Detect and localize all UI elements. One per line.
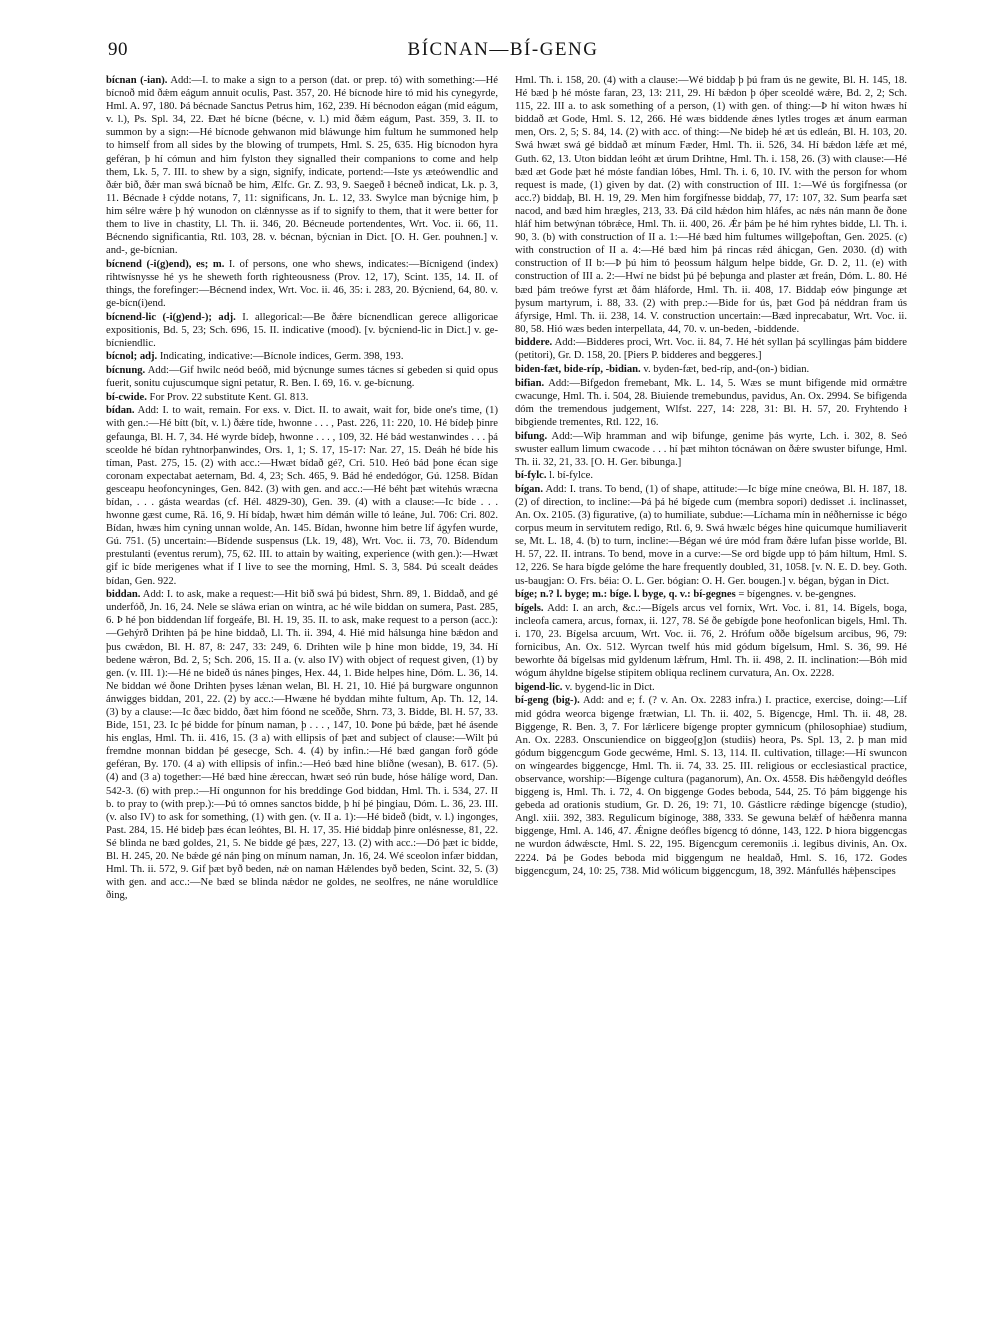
entry-headword: bí-cwide.: [106, 391, 147, 403]
entry-headword: biddere.: [515, 337, 553, 349]
dictionary-entry: [515, 430, 907, 469]
dictionary-entry: [515, 377, 907, 429]
running-head: BÍCNAN—BÍ-GENG: [407, 39, 599, 60]
dictionary-entry: [106, 588, 498, 902]
entry-headword: bifian.: [515, 377, 545, 389]
entry-text: Add: I. an arch, &c.:—Bígels arcus vel fornix, Wrt. Voc. i. 81, 14. Bígels, boga, incleofa camera, arcus, fornax, ii. 127, 78. Sé ðe gebígde þone heofonlican bigels, Hml. Th. i. 170, 23. Bígelsa arcuum, Wrt. Voc. ii. 76, 2. Hrófum oððe bígelsum arcibus, 96, 79: fornicibus, An. Ox. 512. Wyrcan twelf hús mid gódum bígelsum, Hml. S. 36, 99. Hé beworhte ðá bígelsas mid gyldenum lǽfrum, Hml. Th. ii. 498, 2. II. inclination:—Bóh mid wógum áhyldne bígelse stipitem obliqua reclinem curvatura, An. Ox. 2228.: [515, 602, 907, 680]
entry-text: Add:—I. to make a sign to a person (dat. or prep. tó) with something:—Hé bícnoð mid ðǽm eágum annuit oculis, Past. 357, 20. Hé bícnode hire tó mid his cynegyrde, Hml. A. 97, 180. Þá bécnade Sanctus Petrus him, 162, 239. Hí bécnodon eágan (mid eágum, v. l.), Ps. Spl. 34, 22. Ðæt hé bícne (bécne, v. l.) mid ðǽm eágum, Past. 359, 3. II. to summon by a sign:—Hé bícnode gehwanon mid bláwunge him fultum he summoned help to himself from all sides by the blowing of trumpets, Hml. S. 25, 635. Hig bícnodon hyra geféran, þ hí cómun and him fylston they signalled their companions to come and help them, Lk. 5, 7. III. to shew by a sign, signify, indicate, portend:—Iste ys æteówendlic and ðǽr bið, ðǽr man swá bícnað be him, Ælfc. Gr. Z. 93, 9. Saegeð ł bécneð indicat, Lk. p. 3, 11. Bécnade ł cýdde notans, 7, 11: significans, Jn. L. 12, 33. Swylce man býcnige him, þ him sélre wǽre þ hý wunodon on clǽnnysse as if to signify to them, that it were better for them to live in chastity, Ll. Th. ii. 346, 20. Bécneude portendentes, Wrt. Voc. ii. 66, 11. Bécnendo significantia, Rtl. 103, 28. v. bécnan, býcnian in Dict. [O. H. Ger. pouhnen.] v. and-, ge-bícnian.: [106, 75, 498, 257]
left-column: [106, 74, 498, 1314]
entry-text: Add:—Wiþ hramman and wiþ bifunge, genime þás wyrte, Lch. i. 302, 8. Seó swuster eallum limum cwacode . . . hí þæt mihton tócnáwan on ðǽre swuster bifunge, Hml. Th. ii. 32, 21, 33. [O. H. Ger. bibunga.]: [515, 430, 907, 468]
entry-text: Add:—Bidderes proci, Wrt. Voc. ii. 84, 7. Hé hét syllan þá scyllingas þám biddere (petitori), Gr. D. 158, 20. [Piers P. bidderes and beggeres.]: [515, 337, 907, 362]
entry-text: I. allegorical:—Be ðǽre bícnendlican gerece alligoricae expositionis, Bd. 5, 23; Sch. 696, 15. II. indicative (mood). [v. býcniend-lic in Dict.] v. ge-bícniendlic.: [106, 311, 498, 349]
entry-headword: bí-fylc.: [515, 470, 547, 482]
entry-text: For Prov. 22 substitute Kent. Gl. 813.: [146, 391, 309, 403]
entry-text: l. bí-fylce.: [546, 470, 593, 482]
dictionary-entry: [106, 364, 498, 390]
dictionary-entry: [106, 311, 498, 350]
dictionary-entry: [515, 483, 907, 588]
entry-headword: bí-geng (big-).: [515, 695, 580, 707]
page-number: 90: [108, 39, 128, 60]
dictionary-entry: [106, 404, 498, 587]
entry-headword: bifung.: [515, 430, 548, 442]
dictionary-entry: [106, 258, 498, 310]
entry-headword: bígels.: [515, 602, 544, 614]
dictionary-entry: [515, 336, 907, 362]
dictionary-entry: [106, 74, 498, 257]
dictionary-entry: [515, 363, 907, 376]
entry-text: Add:—Bifgedon fremebant, Mk. L. 14, 5. Wæs se munt bifigende mid ormǽtre cwacunge, Hml. Th. i. 504, 28. Biuiende tremebundus, pavidus, An. Ox. 2994. Se bifigenda dóm the tremendous judgement, Wlfst. 227, 14: 228, 31: Bl. H. 57, 20. Fryhtendo ł bibgiende trementes, Rtl. 122, 16.: [515, 377, 907, 428]
entry-text: Indicating, indicative:—Bícnole indices, Germ. 398, 193.: [157, 351, 404, 363]
entry-headword: bícnend (-i(g)end), es; m.: [106, 258, 225, 270]
entry-text: Hml. Th. i. 158, 20. (4) with a clause:—Wé biddaþ þ þú fram ús ne gewite, Bl. H. 145, 18. Hé bæd þ hé móste faran, 23, 13: 211, 29. Hí bǽdon þ óþer sceoldé wǽre, Bd. 2, 2; Sch. 115, 22. III a. to ask something of a person, (1) with gen. of thing:—Þ hí witon hwæs hí biddað æt Gode, Hml. S. 12, 266. Hé wæs biddende ǽnes lytles troges æt ánum earman men, Ors. 2, 5; S. 84, 14. (2) with acc. of thing:—Ne bideþ hé æt ús edleán, Bl. H. 103, 20. Swá hwæt swá gé biddað æt mínum Fæder, Hml. Th. ii. 526, 34. Hí bǽdon lǽfe æt mé, Guth. 62, 13. Uton biddan leóht æt úrum Drihtne, Hml. Th. i. 158, 26. (3) with clause:—Hé bæd æt Gode þæt hé móste fandian lóbes, Hml. Th. i. 6, 10. IV. with the person for whom request is made, (1) given by dat. (2) with construction of III. 1:—Wé ús forgifnessa (or acc.?) biddaþ, Bl. H. 19, 29. Men him forgifnesse biddaþ, 77, 17: 107, 32. Sum þearfa sæt nacod, and bæd him hrægles, 213, 33. Ðá cild hǽdon him hláfes, ac nǽs nán mann ðe ðone hláf him betwýnan tóbrǽce, Hml. Th. ii. 400, 26. Ǽr þám þe hé him ryhtes bidde, Ll. Th. i. 90, 3. (b) with construction of II a. 1:—Hé bæd him fultumes willgeþoftan, Gen. 2025. (c) with construction of II a. 4:—Hé bæd him þá rincas rǽd áhicgan, Gen. 2030. (d) with construction of II b:—Þ þú him tó þeossum hálgum helpe bidde, Gr. D. 2, 11. (e) with construction of III a. 2:—Hwí ne bidst þú þé beþunga and plaster æt freán, Dóm. L. 80. Hé bæd þám treówe fyrst æt ðám hláforde, Hml. Th. ii. 408, 17. Biddaþ eów þingunge æt þysum martyrum, i. 88, 33. (2) with prep.:—Bide for ús, þæt God þá néddran fram ús áfyrsige, Hml. Th. ii. 238, 14. V. construction uncertain:—Bæd inprecabatur, Wrt. Voc. ii. 80, 58. Hió wæs beden interpellata, 44, 70. v. un-beden, -biddende.: [515, 75, 907, 335]
entry-headword: bícnan (-ian).: [106, 75, 168, 86]
entry-text: Add: I. trans. To bend, (1) of shape, attitude:—Ic bíge míne cneówa, Bl. H. 187, 18. (2) of direction, to incline:—Þá þá hé bígede cum (membra sopori) dedisset .i. inclinasset, An. Ox. 2105. (3) figurative, (a) to humiliate, subdue:—Líchama mín in néðhernisse ic bégo corpus meum in servitutem redigo, Rtl. 6, 9. Swá hwælc béges hine quicumque humiliaverit se, Mt. L. 18, 4. (b) to turn, incline:—Bégan wé úre mód fram ðǽre lufan þisse worlde, Bl. H. 57, 22. II. intrans. To bend, move in a curve:—Se ord bígde upp tó þám hiltum, Hml. S. 12, 226. Se hara bígde gelóme the hare frequently doubled, 31, 1058. [v. N. E. D. bey. Goth. us-baugjan: O. Frs. béia: O. L. Ger. bógian: O. H. Ger. bougen.] v. bégan, býgan in Dict.: [515, 483, 907, 587]
entry-headword: bídan.: [106, 405, 135, 417]
entry-headword: bíge; n.? l. byge; m.: bíge. l. byge, q. v.: bí-gegnes: [515, 589, 736, 601]
dictionary-entry: [515, 74, 907, 336]
entry-headword: bígan.: [515, 483, 543, 495]
entry-text: Add: I. to ask, make a request:—Hit bið swá þú bidest, Shrn. 89, 1. Biddað, and gé underfóð, Jn. 16, 24. Nele se sláwa erian on wintra, ac hé wile biddan on sumera, Past. 285, 6. Þ hé þon biddendan líf forgeáfe, Bl. H. 19, 35. II. to ask, make request to a person (acc.):—Gehýrð Drihten þá þe hine biddað, Ll. Th. ii. 394, 4. Hié mid hálsunga hine bǽdon and þus cwǽdon, Bl. H. 87, 8: 247, 33: 249, 6. Drihten wile þ hine mon bidde, 19, 34. Hí bedene wǽron, Bd. 2, 5; Sch. 206, 15. II a. (v. also IV) with object of request given, (1) by gen. (v. III. 1):—Hé ne bideð ús nánes þinges, Hex. 44, 1. Bide helpes hine, Dóm. L. 36, 14. Ne biddan wé ðone Drihten þyses lǽnan welan, Bl. H. 21, 10. Hié þá burgware ongunnon ánwigges biddan, 201, 22. (2) by acc.:—Hwæne hé byddan mihte fultum, Ap. Th. 12, 14. (3) by a clause:—Ic ðæc biddo, ðæt him fóond ne sceððe, Shrn. 73, 3. Bidde, Bl. H. 57, 33. Bide, 151, 23. Ic þé bidde for þínum naman, þ . . . , 147, 10. Þone þú bǽde, þæt hé ásende his englas, Hml. Th. ii. 416, 15. (3 a) with ellipsis of þæt and subject of clause:—Wilt þú fremdne monnan biddan þé gesecge, Sch. 4. (4) by infin.:—Hé bæd gangan forð góde geféran, By. 170. (4 a) with ellipsis of infin.:—Heó bæd hine blíðne (wesan), B. 617. (5). (4) and (3 a) together:—Hé bæd hine ǽreccan, hwæt seó rún bude, hóse hálíge word, Dan. 542-3. (6) with prep.:—Hí ongunnon for his breddinge God biddan, Hml. Th. i. 534, 27. II b. to pray to (with prep.):—Þú tó omnes sanctos bidde, þ hí þé þingiau, Dóm. L. 36, 23. III. (v. also IV) to ask for something, (1) with gen. (v. II a. 1):—Hé bideð (bidt, v. l.) ingonges, Past. 284, 15. Hé bideþ þæs écan leóhtes, Bl. H. 17, 35. Hié biddaþ þinre onlésnesse, 81, 22. Sé blinda ne bæd goldes, 21, 5. Ne bidde gé þæs, 227, 13. (2) with acc.:—Dó þæt ic bidde, Bl. H. 245, 20. Ne bǽde gé nán þing on mínum naman, Jn. 16, 24. Wé sceolon infær biddan, Hml. Th. ii. 572, 9. Gif þæt byð beden, nǽ on naman Hǽlendes byð beden, Scint. 32, 5. (3) with gen. and acc.:—Ne bæd se blinda nǽdor ne goldes, ne seolfres, ne náne woruldlíce ðing,: [106, 589, 498, 902]
entry-headword: bícnol; adj.: [106, 351, 158, 363]
entry-headword: bícnend-lic (-i(g)end-); adj.: [106, 311, 236, 323]
entry-text: Add: and e; f. (? v. An. Ox. 2283 infra.) I. practice, exercise, doing:—Líf mid gódra weorca bigenge frætwian, Ll. Th. ii. 402, 5. Bígencge, Hml. Th. ii. 48, 28. Biggenge, R. Ben. 3, 7. For lǽrlicere bígenge propter gymnicum (philosophiae) studium, An. Ox. 2283. Onscuniendice on biggeo[g]on (studiis) heora, Ps. Spl. 13, 2. þ man mid gódum biggencgum Gode gecwéme, Hml. S. 13, 114. II. cultivation, tillage:—Hí swuncon on wíngeardes biggencge, Hml. Th. ii. 74, 33. 25. III. religious or ecclesiastical practice, observance, worship:—Bígenge cultura (paganorum), An. Ox. 4558. Ðis hǽðengyld deófles biggeng is, Hml. Th. i. 72, 4. On biggenge Godes beboda, 544, 25. Tó þám biggenge his gebeda ad orationis studium, Gr. D. 26, 19: 71, 10. Gástlicre rǽdinge bígencge (studio), Angl. xiii. 392, 383. Regulicum bíginoge, 388, 333. Se gewuna belǽf of hǽðenra manna biggenge, Hml. A. 146, 47. Ǽnigne deófles bígencg tó dónne, 143, 122. Þ hiora biggencgas ne wurdon ádwǽscte, Hml. S. 22, 195. Bígencgum ceremoniis .i. legibus divinis, An. Ox. 2224. Þá þe Godes beboda mid biggengum ne healdað, Hml. S. 16, 172. Godes biggencgum, 24, 10: 25, 738. Mid wólicum biggencgum, 18, 392. Mánfullés hǽþenscipes: [515, 695, 907, 877]
dictionary-entry: [106, 391, 498, 404]
entry-text: v. bygend-lic in Dict.: [562, 681, 655, 693]
entry-headword: biden-fæt, bide-ríp, -bidian.: [515, 364, 641, 376]
dictionary-entry: [515, 602, 907, 681]
dictionary-entry: [515, 588, 907, 601]
right-column: [515, 74, 907, 1314]
entry-text: v. byden-fæt, bed-ríp, and-(on-) bidian.: [640, 364, 810, 376]
entry-headword: bícnung.: [106, 365, 146, 377]
dictionary-entry: [515, 694, 907, 877]
entry-text: Add:—Gif hwilc neód beóð, mid býcnunge sumes tácnes sí gebeden si quid opus fuerit, sonitu cujuscumque signi petatur, R. Ben. I. 69, 16. v. ge-bícnung.: [106, 365, 498, 390]
dictionary-entry: [106, 350, 498, 363]
entry-text: Add: I. to wait, remain. For exs. v. Dict. II. to await, wait for, bide one's time, (1) with gen.:—Hé bítt (bít, v. l.) ðǽre tíde, hwonne . . . , Past. 226, 11: 220, 10. Hé bídeþ þinre gefaunga, Bl. H. 7, 34. Hé wyrde bídeþ, hwonne . . . , 109, 32. Hé bád westanwindes . . . þá sceolde hé bídan ryhtnorþanwindes, Ors. 1, 1; S. 17, 15-17: Nar. 27, 15. Deáh hé bíde his tíman, Past. 275, 15. (2) with acc.:—Hwæt bídað gé?, Cri. 510. Heó bád þone écan sige coronam expectabat aeternam, Bd. 4, 23; Sch. 465, 9. Bád hé endedógor, Gú. 1258. Bídan gesceapu heofoncyninges, Gen. 842. (3) with gen. and acc.:—Hé béht þæt witehús wræcna bídan, . . . gásta weardas (cf. Hél. 4829-30), Gen. 39. (4) with a clause:—Ic bíde . . . hwonne gæst cume, Rä. 16, 9. Hí bídaþ, hwæt him démán wille tó leáne, Jul. 706: Cri. 802. Bídan, hwæs him cyning unnan wolde, An. 145. Bídan, hwonne him betre líf ágyfen wurde, Gú. 751. (5) uncertain:—Bídende suspensus (Lk. 19, 48), Wrt. Voc. ii. 73, 70. Bídendum prestulanti (eventus rerum), 75, 62. III. to attain by waiting, experience (with gen.):—Hwæt gif ic bíde merigenes what if I live to see the morning, Hml. S. 3, 584. Þú scealt deádes bídan, Gen. 922.: [106, 405, 498, 587]
entry-text: = bígengnes. v. be-gengnes.: [735, 589, 857, 601]
entry-text: I. of persons, one who shews, indicates:—Bícnigend (index) rihtwísnysse hé ys he sheweth forth righteousness (Prov. 12, 17), Scint. 135, 14. II. of things, the forefinger:—Bécnend index, Wrt. Voc. ii. 46, 35: i. 283, 20. Býcniend, 64, 80. v. ge-bícn(i)end.: [106, 258, 498, 310]
entry-headword: bigend-lic.: [515, 681, 563, 693]
dictionary-entry: [515, 469, 907, 482]
page-header: [108, 38, 898, 62]
dictionary-entry: [515, 681, 907, 694]
entry-headword: biddan.: [106, 589, 141, 601]
